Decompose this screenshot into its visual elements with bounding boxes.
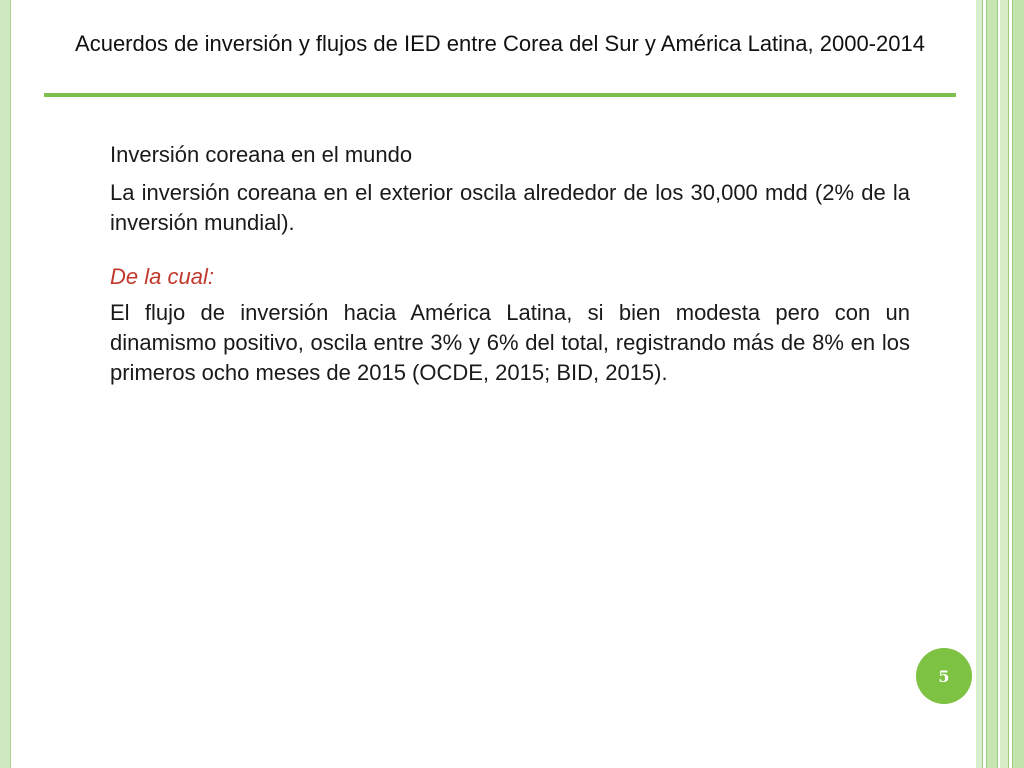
stripe-1 bbox=[976, 0, 983, 768]
paragraph-world-investment: La inversión coreana en el exterior oscila alrededor de los 30,000 mdd (2% de la inversión mundial). bbox=[110, 180, 910, 235]
paragraph-latin-america-flow: El flujo de inversión hacia América Latina, si bien modesta pero con un dinamismo positivo, oscila entre 3% y 6% del total, registrando más de 8% en los primeros ocho meses de 2015 (OCDE, 2015; BID, 2015). bbox=[110, 300, 910, 385]
section-heading: Inversión coreana en el mundo bbox=[110, 142, 413, 167]
page-number-badge bbox=[916, 648, 972, 704]
slide-title: Acuerdos de inversión y flujos de IED entre Corea del Sur y América Latina, 2000-2014 bbox=[75, 31, 925, 56]
page-number: 5 bbox=[938, 666, 950, 686]
right-decorative-stripes bbox=[976, 0, 1024, 768]
left-decorative-border bbox=[0, 0, 11, 768]
stripe-4 bbox=[1012, 0, 1024, 768]
stripe-2 bbox=[986, 0, 998, 768]
title-divider bbox=[44, 93, 956, 97]
stripe-3 bbox=[1000, 0, 1009, 768]
slide-content bbox=[110, 140, 910, 388]
subheading-de-la-cual: De la cual: bbox=[110, 264, 214, 289]
